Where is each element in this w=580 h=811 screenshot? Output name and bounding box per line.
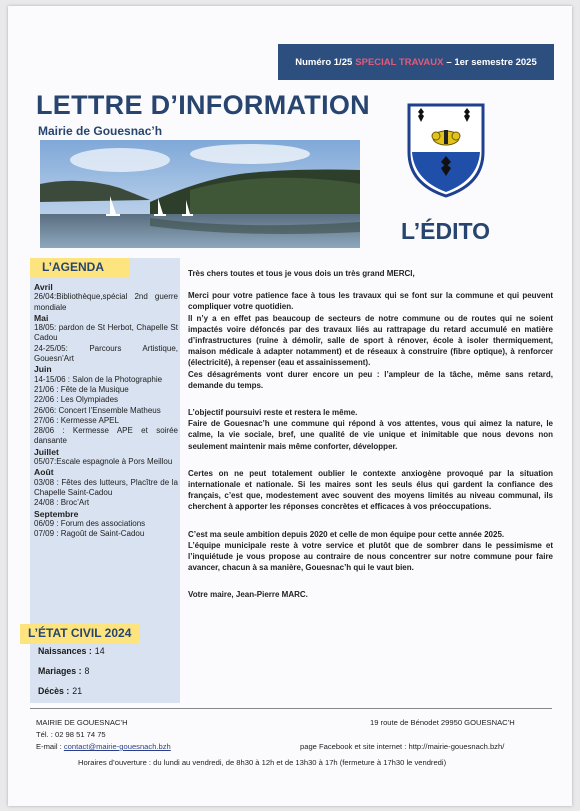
issue-number: Numéro 1/25 [295, 56, 353, 68]
stat-label: Décès : [38, 686, 70, 696]
agenda-event: 03/08 : Fêtes des lutteurs, Placître de la Chapelle Saint-Cadou [34, 477, 178, 497]
footer-divider [30, 708, 552, 709]
edito-paragraph: Il n’y a en effet pas beaucoup de secteurs de notre commune ou de routes qui ne soient impactés voire défoncés par des travaux liés au rattrapage du retard accumulé en matière d’infrastructures (ruine à démolir, salle de sport à rénover, école à isoler thermiquement, maison médicale à adapter notamment) et de réseaux à construire (fibre optique), à renforcer (électricité), à repenser (eau et assainissement). [188, 313, 553, 368]
agenda-event: 05/07:Escale espagnole à Pors Meillou [34, 457, 173, 467]
edito-paragraph: Faire de Gouesnac’h une commune qui répond à vos attentes, vous qui aimez la nature, le calme, la vie sociale, bref, une qualité de vie unique et inimitable que nous devons non seulement maintenir mais même conforter, développer. [188, 419, 553, 451]
footer-email-line [36, 742, 171, 751]
issue-highlight: SPECIAL TRAVAUX [355, 56, 444, 68]
stat-deces [38, 686, 82, 696]
agenda-event: 07/09 : Ragoût de Saint-Cadou [34, 529, 145, 539]
issue-period: – 1er semestre 2025 [446, 56, 537, 68]
agenda-event: 26/06: Concert l’Ensemble Matheus [34, 405, 161, 415]
edito-paragraph: L’équipe municipale reste à votre service et plutôt que de sombrer dans le pessimisme et l’inquiétude je vous propose au contraire de nous concentrer sur notre commune pour faire avancer, chacun à sa manière, Gouesnac’h qui le vaut bien. [188, 540, 553, 573]
newsletter-page [8, 6, 572, 806]
agenda-event: 18/05: pardon de St Herbot, Chapelle St Cadou [34, 323, 178, 343]
stat-label: Mariages : [38, 666, 82, 676]
edito-heading: L’ÉDITO [401, 218, 491, 244]
agenda-event: 21/06 : Fête de la Musique [34, 384, 129, 394]
footer-address: 19 route de Bénodet 29950 GOUESNAC’H [370, 718, 515, 727]
stat-value: 21 [72, 686, 83, 696]
agenda-event: 28/06 : Kermesse APE et soirée dansante [34, 426, 178, 446]
footer-hours: Horaires d’ouverture : du lundi au vendredi, de 8h30 à 12h et de 13h30 à 17h (fermeture à 17h30 le vendredi) [78, 758, 447, 767]
footer-web[interactable]: page Facebook et site internet : http://mairie-gouesnach.bzh/ [300, 742, 505, 751]
page-subtitle: Mairie de Gouesnac’h [38, 124, 163, 138]
agenda-month: Avril [34, 282, 53, 292]
footer-tel: Tél. : 02 98 51 74 75 [36, 730, 106, 739]
stat-value: 14 [94, 646, 105, 656]
agenda-event: 26/04:Bibliothèque,spécial 2nd guerre mondiale [34, 292, 178, 312]
edito-paragraph: C’est ma seule ambition depuis 2020 et celle de mon équipe pour cette année 2025. [188, 529, 505, 539]
edito-paragraph: Merci pour votre patience face à tous les travaux qui se font sur la commune et qui peuvent compliquer votre quotidien. [188, 291, 553, 312]
edito-paragraph: Certes on ne peut totalement oublier le contexte anxiogène provoqué par la situation internationale et nationale. Si les maires sont les seuls élus qui gardent la confiance des français, c’est que, modestement avec souvent des moyens limités au niveau communal, ils cherchent à apporter les réponses concrètes et efficaces à vos préoccupations. [188, 468, 553, 512]
lake-photo [40, 140, 360, 248]
stat-naissances [38, 646, 105, 656]
agenda-month: Août [34, 467, 54, 478]
agenda-list [34, 282, 178, 539]
agenda-month: Juillet [34, 446, 59, 457]
agenda-event: 06/09 : Forum des associations [34, 518, 146, 528]
issue-banner [278, 44, 554, 80]
footer-email-link[interactable]: contact@mairie-gouesnach.bzh [63, 742, 171, 751]
agenda-event: 24-25/05: Parcours Artistique, Gouesn’Art [34, 343, 178, 364]
agenda-month: Juin [34, 364, 52, 375]
edito-paragraph: Très chers toutes et tous je vous dois un très grand MERCI, [188, 269, 415, 278]
stat-label: Naissances : [38, 646, 92, 656]
edito-paragraph: L’objectif poursuivi reste et restera le même. [188, 408, 358, 418]
agenda-heading: L’AGENDA [30, 258, 130, 277]
footer-email-label: E-mail : [36, 742, 62, 751]
agenda-month: Septembre [34, 508, 79, 519]
edito-signature: Votre maire, Jean-Pierre MARC. [188, 590, 308, 600]
stat-value: 8 [84, 666, 90, 676]
edito-paragraph: Ces désagréments vont durer encore un peu : l’ampleur de la tâche, même sans retard, demande du temps. [188, 369, 553, 390]
footer-org: MAIRIE DE GOUESNAC’H [36, 718, 128, 727]
page-title: LETTRE D’INFORMATION [36, 90, 370, 120]
agenda-event: 24/08 : Broc’Art [34, 498, 90, 508]
agenda-month: Mai [34, 312, 49, 323]
agenda-event: 14-15/06 : Salon de la Photographie [34, 374, 163, 384]
edito-text [188, 268, 553, 601]
coat-of-arms-icon [406, 102, 486, 198]
stat-mariages [38, 666, 89, 676]
agenda-event: 22/06 : Les Olympiades [34, 395, 119, 405]
etat-civil-heading: L’ÉTAT CIVIL 2024 [20, 624, 140, 644]
agenda-event: 27/06 : Kermesse APEL [34, 415, 119, 425]
